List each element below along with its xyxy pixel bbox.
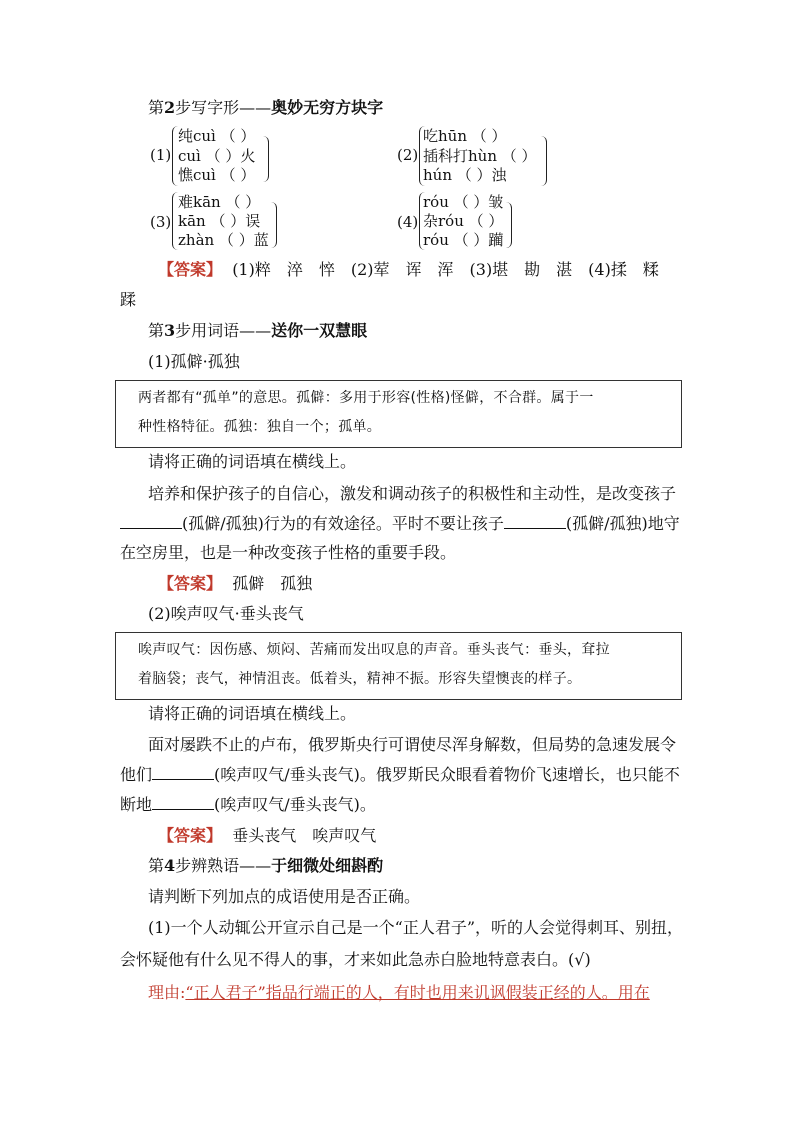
item-line: cuì （ ）火	[178, 147, 256, 165]
fill-blank[interactable]	[120, 514, 182, 529]
sentence-line: 面对屡跌不止的卢布，俄罗斯央行可谓使尽浑身解数，但局势的急速发展令	[148, 735, 677, 754]
definition-line: 两者都有“孤单”的意思。孤僻：多用于形容(性格)怪僻，不合群。属于一	[138, 390, 594, 406]
sentence-line: 他们 (唉声叹气/垂头丧气)。俄罗斯民众眼看着物价飞速增长，也只能不	[120, 765, 680, 784]
item-line: hún （ ）浊	[423, 166, 507, 184]
right-brace	[262, 136, 269, 182]
sentence-line: (1)一个人动辄公开宣示自己是一个“正人君子”，听的人会觉得刺耳、别扭，	[148, 918, 684, 937]
reason-line: 理由:“正人君子”指品行端正的人，有时也用来讥讽假装正经的人。用在	[148, 983, 650, 1002]
answer-line: 【答案】 垂头丧气 唉声叹气	[158, 826, 377, 845]
item-line: 难kān （ ）	[178, 193, 261, 211]
instruction: 请判断下列加点的成语使用是否正确。	[148, 887, 421, 906]
instruction: 请将正确的词语填在横线上。	[148, 452, 357, 471]
wordpair-title: (2)唉声叹气·垂头丧气	[148, 604, 304, 623]
definition-box	[115, 632, 682, 700]
right-brace	[505, 202, 512, 248]
definition-line: 种性格特征。孤独：独自一个；孤单。	[138, 419, 382, 435]
step2-heading: 第2步写字形——奥妙无穷方块字	[148, 98, 384, 117]
definition-line: 唉声叹气：因伤感、烦闷、苦痛而发出叹息的声音。垂头丧气：垂头，耷拉	[138, 642, 610, 658]
answer-continuation: 蹂	[120, 290, 137, 309]
item-line: zhàn （ ）蓝	[178, 231, 269, 249]
answer-line: 【答案】 (1)粹 淬 悴 (2)荤 诨 浑 (3)堪 勘 湛 (4)揉 糅	[158, 260, 659, 279]
item-line: kān （ ）误	[178, 212, 261, 230]
sentence-line: 在空房里，也是一种改变孩子性格的重要手段。	[120, 543, 457, 562]
sentence-line: 会怀疑他有什么见不得人的事，才来如此急赤白脸地特意表白。(√)	[120, 950, 591, 969]
group-label: (1)	[150, 146, 172, 164]
item-line: 插科打hùn （ ）	[423, 147, 537, 165]
sentence-line: (孤僻/孤独)行为的有效途径。平时不要让孩子 (孤僻/孤独)地守	[120, 514, 680, 534]
item-line: 吃hūn （ ）	[423, 127, 507, 145]
answer-line: 【答案】 孤僻 孤独	[158, 574, 313, 593]
group-label: (4)	[397, 213, 419, 231]
right-brace	[270, 202, 277, 248]
item-line: róu （ ）躏	[423, 231, 504, 249]
sentence-line: 断地 (唉声叹气/垂头丧气)。	[120, 795, 376, 814]
fill-blank[interactable]	[152, 795, 214, 810]
right-brace	[540, 136, 547, 186]
item-line: 杂róu （ ）	[423, 212, 504, 230]
group-label: (2)	[397, 146, 419, 164]
fill-blank[interactable]	[152, 765, 214, 780]
item-line: róu （ ）皱	[423, 193, 504, 211]
instruction: 请将正确的词语填在横线上。	[148, 704, 357, 723]
group-label: (3)	[150, 213, 172, 231]
item-line: 憔cuì （ ）	[178, 166, 256, 184]
step4-heading: 第4步辨熟语——于细微处细斟酌	[148, 856, 384, 875]
step3-heading: 第3步用词语——送你一双慧眼	[148, 321, 368, 340]
fill-blank[interactable]	[504, 514, 566, 529]
sentence-line: 培养和保护孩子的自信心，激发和调动孩子的积极性和主动性，是改变孩子	[148, 484, 677, 503]
item-line: 纯cuì （ ）	[178, 127, 256, 145]
definition-box	[115, 380, 682, 448]
definition-line: 着脑袋；丧气，神情沮丧。低着头，精神不振。形容失望懊丧的样子。	[138, 671, 582, 687]
wordpair-title: (1)孤僻·孤独	[148, 352, 240, 371]
